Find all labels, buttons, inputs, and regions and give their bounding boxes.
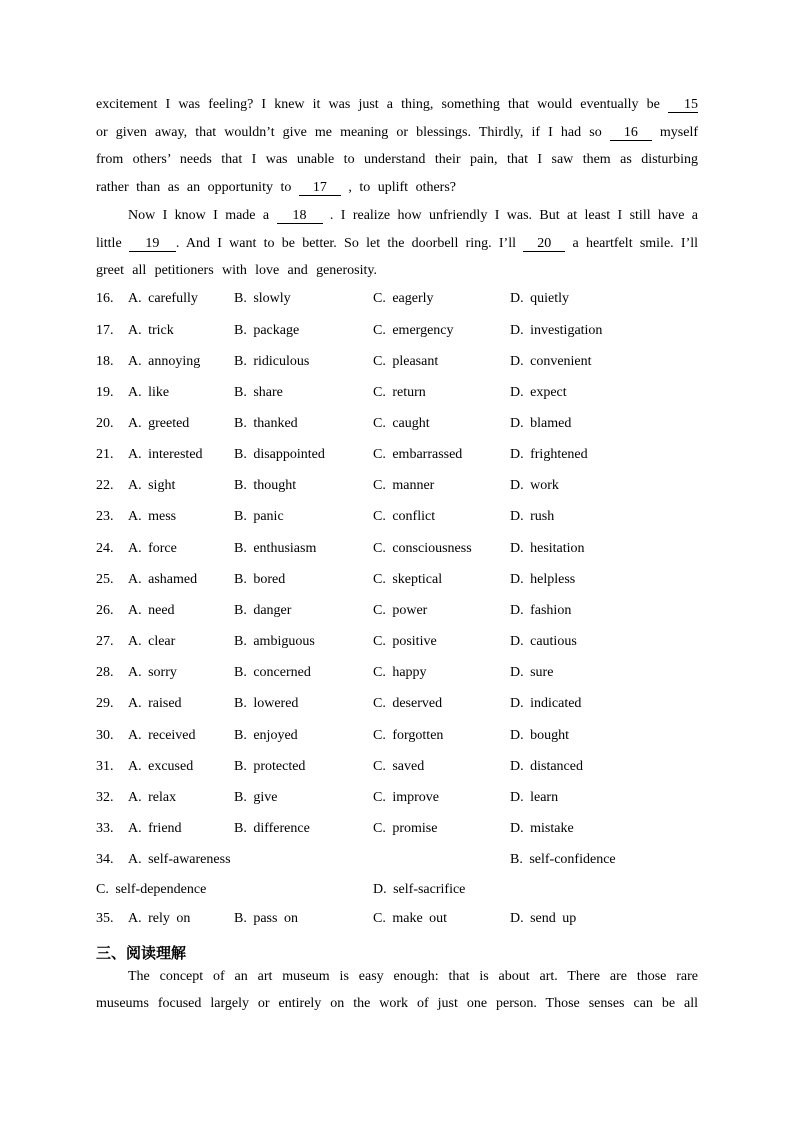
question-34-options-cd: [96, 875, 698, 904]
question-number: 35.: [96, 911, 114, 927]
option-a: A. self-awareness: [128, 852, 231, 868]
option-a: A. raised: [128, 696, 182, 712]
option-b: B. pass on: [234, 911, 298, 927]
option-a: A. sorry: [128, 665, 177, 681]
passage-text: or given away, that wouldn’t give me meaning or blessings. Thirdly, if I had so: [96, 124, 602, 140]
option-b: B. concerned: [234, 665, 311, 681]
option-c: C. positive: [373, 634, 437, 650]
option-d: D. fashion: [510, 602, 572, 618]
option-b: B. lowered: [234, 696, 299, 712]
option-c: C. deserved: [373, 696, 443, 712]
option-c: C. forgotten: [373, 727, 444, 743]
passage-text: excitement I was feeling? I knew it was just a thing, something that would eventually be: [96, 97, 660, 112]
option-b: B. give: [234, 789, 278, 805]
question-31: [96, 751, 698, 782]
option-d: D. hesitation: [510, 540, 585, 556]
option-d: D. send up: [510, 911, 577, 927]
option-b: B. slowly: [234, 291, 291, 307]
option-d: D. quietly: [510, 291, 569, 307]
question-30: [96, 720, 698, 751]
blank-19: 19: [129, 236, 176, 252]
option-d: D. frightened: [510, 447, 588, 463]
option-a: A. like: [128, 384, 170, 400]
option-d: D. sure: [510, 665, 554, 681]
option-a: A. need: [128, 602, 175, 618]
question-number: 29.: [96, 696, 114, 712]
option-d: D. learn: [510, 789, 559, 805]
option-d: D. self-sacrifice: [373, 882, 466, 898]
option-a: A. annoying: [128, 353, 201, 369]
question-number: 21.: [96, 447, 114, 463]
question-number: 18.: [96, 353, 114, 369]
blank-16: 16: [610, 125, 652, 141]
option-c: C. improve: [373, 789, 439, 805]
option-a: A. carefully: [128, 291, 198, 307]
question-number: 20.: [96, 416, 114, 432]
option-d: D. rush: [510, 509, 555, 525]
option-a: A. rely on: [128, 911, 191, 927]
question-number: 16.: [96, 291, 114, 307]
question-22: [96, 470, 698, 501]
question-number: 22.: [96, 478, 114, 494]
option-a: A. mess: [128, 509, 177, 525]
question-35: [96, 904, 698, 933]
question-number: 23.: [96, 509, 114, 525]
option-d: D. investigation: [510, 322, 603, 338]
option-b: B. thanked: [234, 416, 298, 432]
option-d: D. mistake: [510, 821, 574, 837]
option-c: C. make out: [373, 911, 448, 927]
passage-line: [96, 202, 698, 230]
question-32: [96, 782, 698, 813]
option-a: A. friend: [128, 821, 182, 837]
question-16: [96, 283, 698, 314]
question-number: 24.: [96, 540, 114, 556]
passage-text: little: [96, 235, 122, 251]
option-a: A. received: [128, 727, 196, 743]
option-a: A. greeted: [128, 416, 190, 432]
passage-line: [96, 119, 698, 147]
option-c: C. emergency: [373, 322, 454, 338]
passage-text: a heartfelt smile. I’ll: [572, 235, 699, 251]
question-number: 26.: [96, 602, 114, 618]
option-a: A. relax: [128, 789, 177, 805]
question-34: [96, 844, 698, 875]
option-a: A. sight: [128, 478, 176, 494]
reading-passage: [96, 963, 698, 1017]
option-b: B. bored: [234, 571, 286, 587]
question-26: [96, 595, 698, 626]
blank-20: 20: [523, 236, 565, 252]
question-20: [96, 408, 698, 439]
option-c: C. pleasant: [373, 353, 439, 369]
passage-text: from others’ needs that I was unable to understand their pain, that I saw them as disturbing: [96, 152, 698, 168]
blank-18: 18: [277, 208, 323, 224]
option-c: C. caught: [373, 416, 430, 432]
option-d: D. indicated: [510, 696, 582, 712]
option-c: C. manner: [373, 478, 435, 494]
option-a: A. ashamed: [128, 571, 198, 587]
option-d: D. blamed: [510, 416, 572, 432]
question-number: 17.: [96, 322, 114, 338]
option-a: A. trick: [128, 322, 174, 338]
question-number: 28.: [96, 665, 114, 681]
passage-text: rather than as an opportunity to: [96, 180, 292, 196]
option-d: D. cautious: [510, 634, 577, 650]
question-number: 32.: [96, 789, 114, 805]
passage-text: greet all petitioners with love and generosity.: [96, 263, 377, 279]
option-d: D. convenient: [510, 353, 592, 369]
option-b: B. ambiguous: [234, 634, 315, 650]
option-c: C. saved: [373, 758, 425, 774]
question-21: [96, 439, 698, 470]
passage-line: [96, 91, 698, 119]
option-d: D. bought: [510, 727, 569, 743]
option-c: C. consciousness: [373, 540, 472, 556]
option-b: B. enthusiasm: [234, 540, 317, 556]
option-c: C. promise: [373, 821, 438, 837]
passage-line: [96, 174, 698, 202]
passage-line: [96, 990, 698, 1017]
option-b: B. self-confidence: [510, 852, 616, 868]
question-25: [96, 564, 698, 595]
option-c: C. eagerly: [373, 291, 434, 307]
blank-15: 15: [668, 97, 698, 113]
option-d: D. expect: [510, 384, 567, 400]
passage-line: [96, 230, 698, 258]
option-c: C. power: [373, 602, 428, 618]
option-a: A. clear: [128, 634, 176, 650]
passage-text: , to uplift others?: [348, 180, 456, 196]
option-d: D. distanced: [510, 758, 583, 774]
question-number: 31.: [96, 758, 114, 774]
question-number: 34.: [96, 852, 114, 868]
option-b: B. thought: [234, 478, 297, 494]
option-c: C. skeptical: [373, 571, 443, 587]
option-b: B. ridiculous: [234, 353, 310, 369]
option-d: D. helpless: [510, 571, 576, 587]
passage-text: The concept of an art museum is easy enough: that is about art. There are those rare: [128, 968, 698, 984]
cloze-options: [96, 283, 698, 933]
question-18: [96, 346, 698, 377]
question-number: 19.: [96, 384, 114, 400]
option-d: D. work: [510, 478, 559, 494]
passage-text: Now I know I made a: [128, 207, 270, 223]
option-a: A. interested: [128, 447, 203, 463]
passage-text: . And I want to be better. So let the doorbell ring. I’ll: [175, 235, 516, 251]
passage-line: [96, 146, 698, 174]
passage-line: [96, 257, 698, 285]
option-b: B. enjoyed: [234, 727, 298, 743]
question-33: [96, 813, 698, 844]
option-c: C. conflict: [373, 509, 436, 525]
option-c: C. return: [373, 384, 426, 400]
option-c: C. embarrassed: [373, 447, 463, 463]
question-number: 30.: [96, 727, 114, 743]
blank-17: 17: [299, 180, 341, 196]
passage-text: . I realize how unfriendly I was. But at least I still have a: [329, 207, 699, 223]
option-c: C. happy: [373, 665, 427, 681]
question-24: [96, 533, 698, 564]
question-28: [96, 657, 698, 688]
passage-text: museums focused largely or entirely on the work of just one person. Those senses can be all: [96, 995, 698, 1011]
option-c: C. self-dependence: [96, 882, 207, 898]
option-b: B. disappointed: [234, 447, 325, 463]
option-b: B. share: [234, 384, 283, 400]
section-heading: 三、阅读理解: [96, 946, 187, 962]
question-23: [96, 501, 698, 532]
option-b: B. package: [234, 322, 300, 338]
option-a: A. excused: [128, 758, 194, 774]
question-19: [96, 377, 698, 408]
option-b: B. panic: [234, 509, 284, 525]
question-number: 25.: [96, 571, 114, 587]
passage-text: myself: [659, 124, 699, 140]
passage-line: [96, 963, 698, 990]
option-b: B. difference: [234, 821, 310, 837]
option-b: B. danger: [234, 602, 292, 618]
cloze-passage: [96, 91, 698, 285]
option-a: A. force: [128, 540, 177, 556]
question-number: 33.: [96, 821, 114, 837]
question-29: [96, 688, 698, 719]
option-b: B. protected: [234, 758, 306, 774]
question-17: [96, 315, 698, 346]
question-number: 27.: [96, 634, 114, 650]
question-27: [96, 626, 698, 657]
